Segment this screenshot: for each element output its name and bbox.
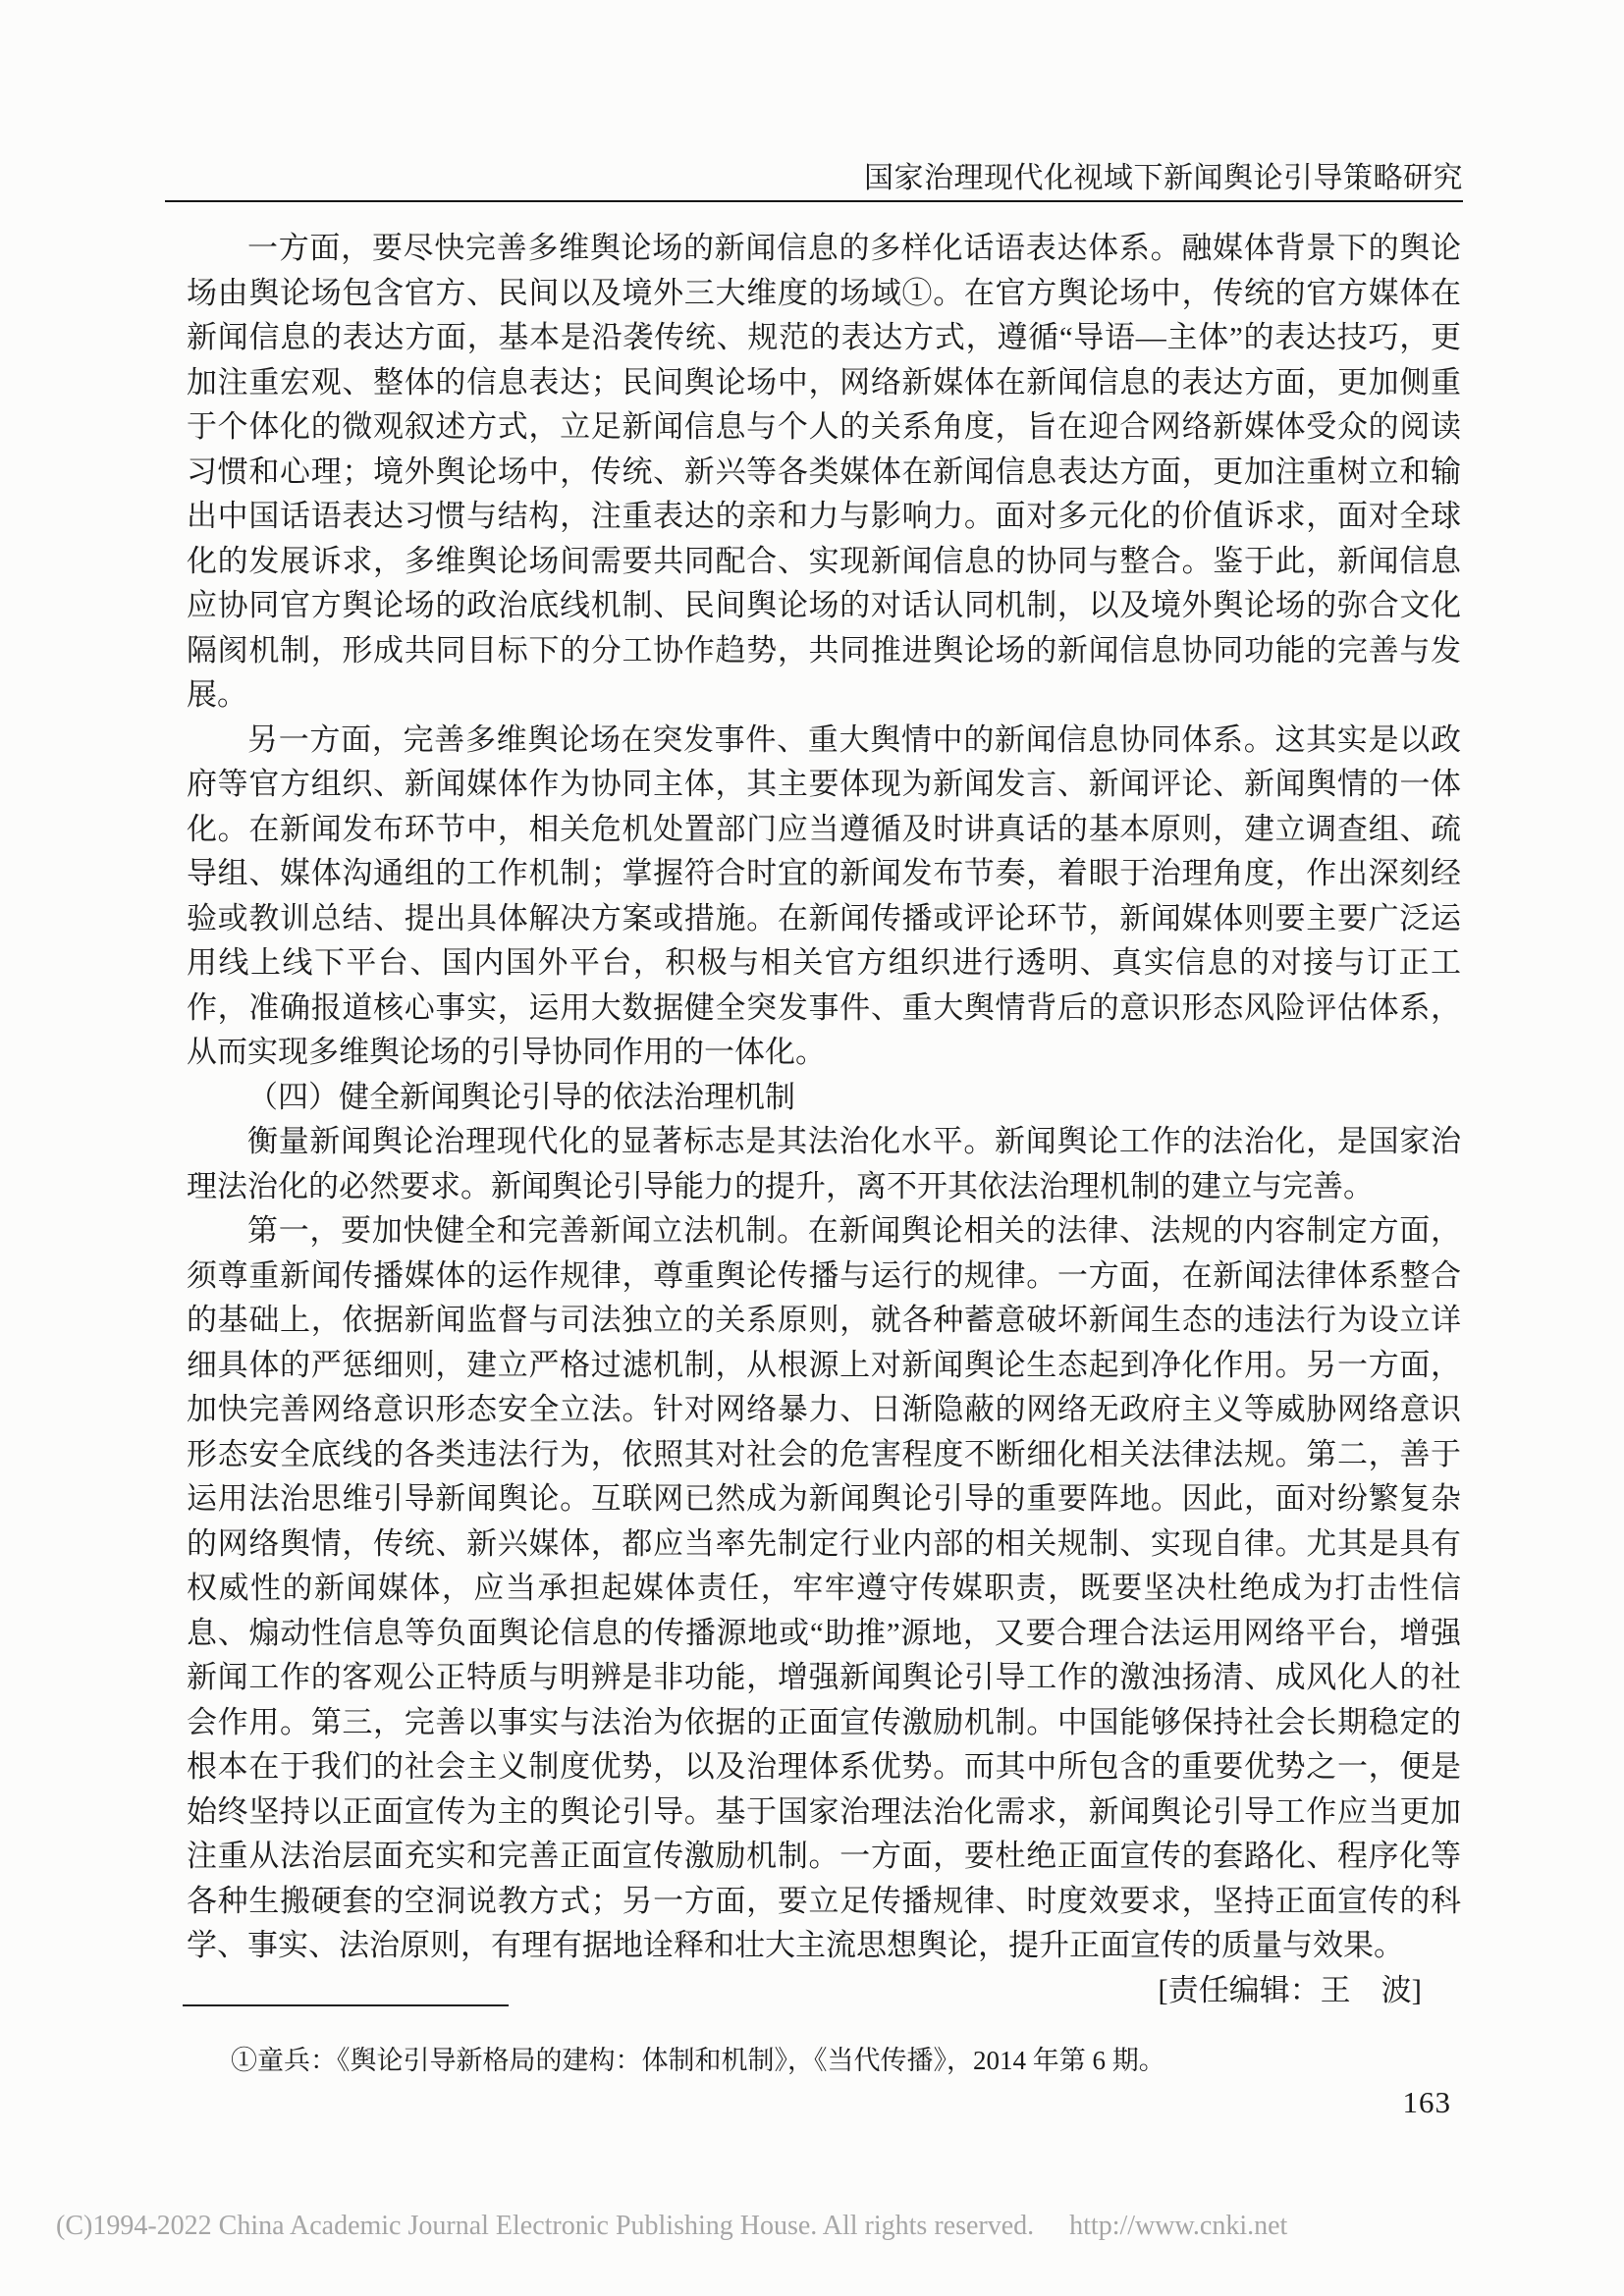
paragraph-1: 一方面，要尽快完善多维舆论场的新闻信息的多样化话语表达体系。融媒体背景下的舆论场由舆论场包含官方、民间以及境外三大维度的场域①。在官方舆论场中，传统的官方媒体在新闻信息的表达方面，基本是沿袭传统、规范的表达方式，遵循“导语—主体”的表达技巧，更加注重宏观、整体的信息表达；民间舆论场中，网络新媒体在新闻信息的表达方面，更加侧重于个体化的微观叙述方式，立足新闻信息与个人的关系角度，旨在迎合网络新媒体受众的阅读习惯和心理；境外舆论场中，传统、新兴等各类媒体在新闻信息表达方面，更加注重树立和输出中国话语表达习惯与结构，注重表达的亲和力与影响力。面对多元化的价值诉求，面对全球化的发展诉求，多维舆论场间需要共同配合、实现新闻信息的协同与整合。鉴于此，新闻信息应协同官方舆论场的政治底线机制、民间舆论场的对话认同机制，以及境外舆论场的弥合文化隔阂机制，形成共同目标下的分工协作趋势，共同推进舆论场的新闻信息协同功能的完善与发展。 xyxy=(187,231,1461,712)
article-body xyxy=(187,226,1461,2012)
header-rule xyxy=(165,200,1463,202)
copyright-text: (C)1994-2022 China Academic Journal Electronic Publishing House. All rights reserved. xyxy=(56,2211,1035,2241)
paragraph-4: 第一，要加快健全和完善新闻立法机制。在新闻舆论相关的法律、法规的内容制定方面，须尊重新闻传播媒体的运作规律，尊重舆论传播与运行的规律。一方面，在新闻法律体系整合的基础上，依据新闻监督与司法独立的关系原则，就各种蓄意破坏新闻生态的违法行为设立详细具体的严惩细则，建立严格过滤机制，从根源上对新闻舆论生态起到净化作用。另一方面，加快完善网络意识形态安全立法。针对网络暴力、日渐隐蔽的网络无政府主义等威胁网络意识形态安全底线的各类违法行为，依照其对社会的危害程度不断细化相关法律法规。第二，善于运用法治思维引导新闻舆论。互联网已然成为新闻舆论引导的重要阵地。因此，面对纷繁复杂的网络舆情，传统、新兴媒体，都应当率先制定行业内部的相关规制、实现自律。尤其是具有权威性的新闻媒体，应当承担起媒体责任，牢牢遵守传媒职责，既要坚决杜绝成为打击性信息、煽动性信息等负面舆论信息的传播源地或“助推”源地，又要合理合法运用网络平台，增强新闻工作的客观公正特质与明辨是非功能，增强新闻舆论引导工作的激浊扬清、成风化人的社会作用。第三，完善以事实与法治为依据的正面宣传激励机制。中国能够保持社会长期稳定的根本在于我们的社会主义制度优势，以及治理体系优势。而其中所包含的重要优势之一，便是始终坚持以正面宣传为主的舆论引导。基于国家治理法治化需求，新闻舆论引导工作应当更加注重从法治层面充实和完善正面宣传激励机制。一方面，要杜绝正面宣传的套路化、程序化等各种生搬硬套的空洞说教方式；另一方面，要立足传播规律、时度效要求，坚持正面宣传的科学、事实、法治原则，有理有据地诠释和壮大主流思想舆论，提升正面宣传的质量与效果。 xyxy=(187,1213,1461,1962)
running-title: 国家治理现代化视域下新闻舆论引导策略研究 xyxy=(864,162,1463,194)
paragraph-2: 另一方面，完善多维舆论场在突发事件、重大舆情中的新闻信息协同体系。这其实是以政府等官方组织、新闻媒体作为协同主体，其主要体现为新闻发言、新闻评论、新闻舆情的一体化。在新闻发布环节中，相关危机处置部门应当遵循及时讲真话的基本原则，建立调查组、疏导组、媒体沟通组的工作机制；掌握符合时宜的新闻发布节奏，着眼于治理角度，作出深刻经验或教训总结、提出具体解决方案或措施。在新闻传播或评论环节，新闻媒体则要主要广泛运用线上线下平台、国内国外平台，积极与相关官方组织进行透明、真实信息的对接与订正工作，准确报道核心事实，运用大数据健全突发事件、重大舆情背后的意识形态风险评估体系，从而实现多维舆论场的引导协同作用的一体化。 xyxy=(187,721,1461,1069)
page-number: 163 xyxy=(1402,2085,1451,2119)
paragraph-3: 衡量新闻舆论治理现代化的显著标志是其法治化水平。新闻舆论工作的法治化，是国家治理法治化的必然要求。新闻舆论引导能力的提升，离不开其依法治理机制的建立与完善。 xyxy=(187,1124,1461,1203)
footer-url: http://www.cnki.net xyxy=(1069,2211,1288,2241)
copyright-footer xyxy=(56,2211,1287,2242)
footnote-separator xyxy=(183,2004,509,2006)
editor-credit: [责任编辑：王 波] xyxy=(1158,1972,1422,2007)
footnote: ①童兵：《舆论引导新格局的建构：体制和机制》，《当代传播》，2014 年第 6 期。 xyxy=(231,2046,1165,2075)
section-heading: （四）健全新闻舆论引导的依法治理机制 xyxy=(247,1079,795,1114)
